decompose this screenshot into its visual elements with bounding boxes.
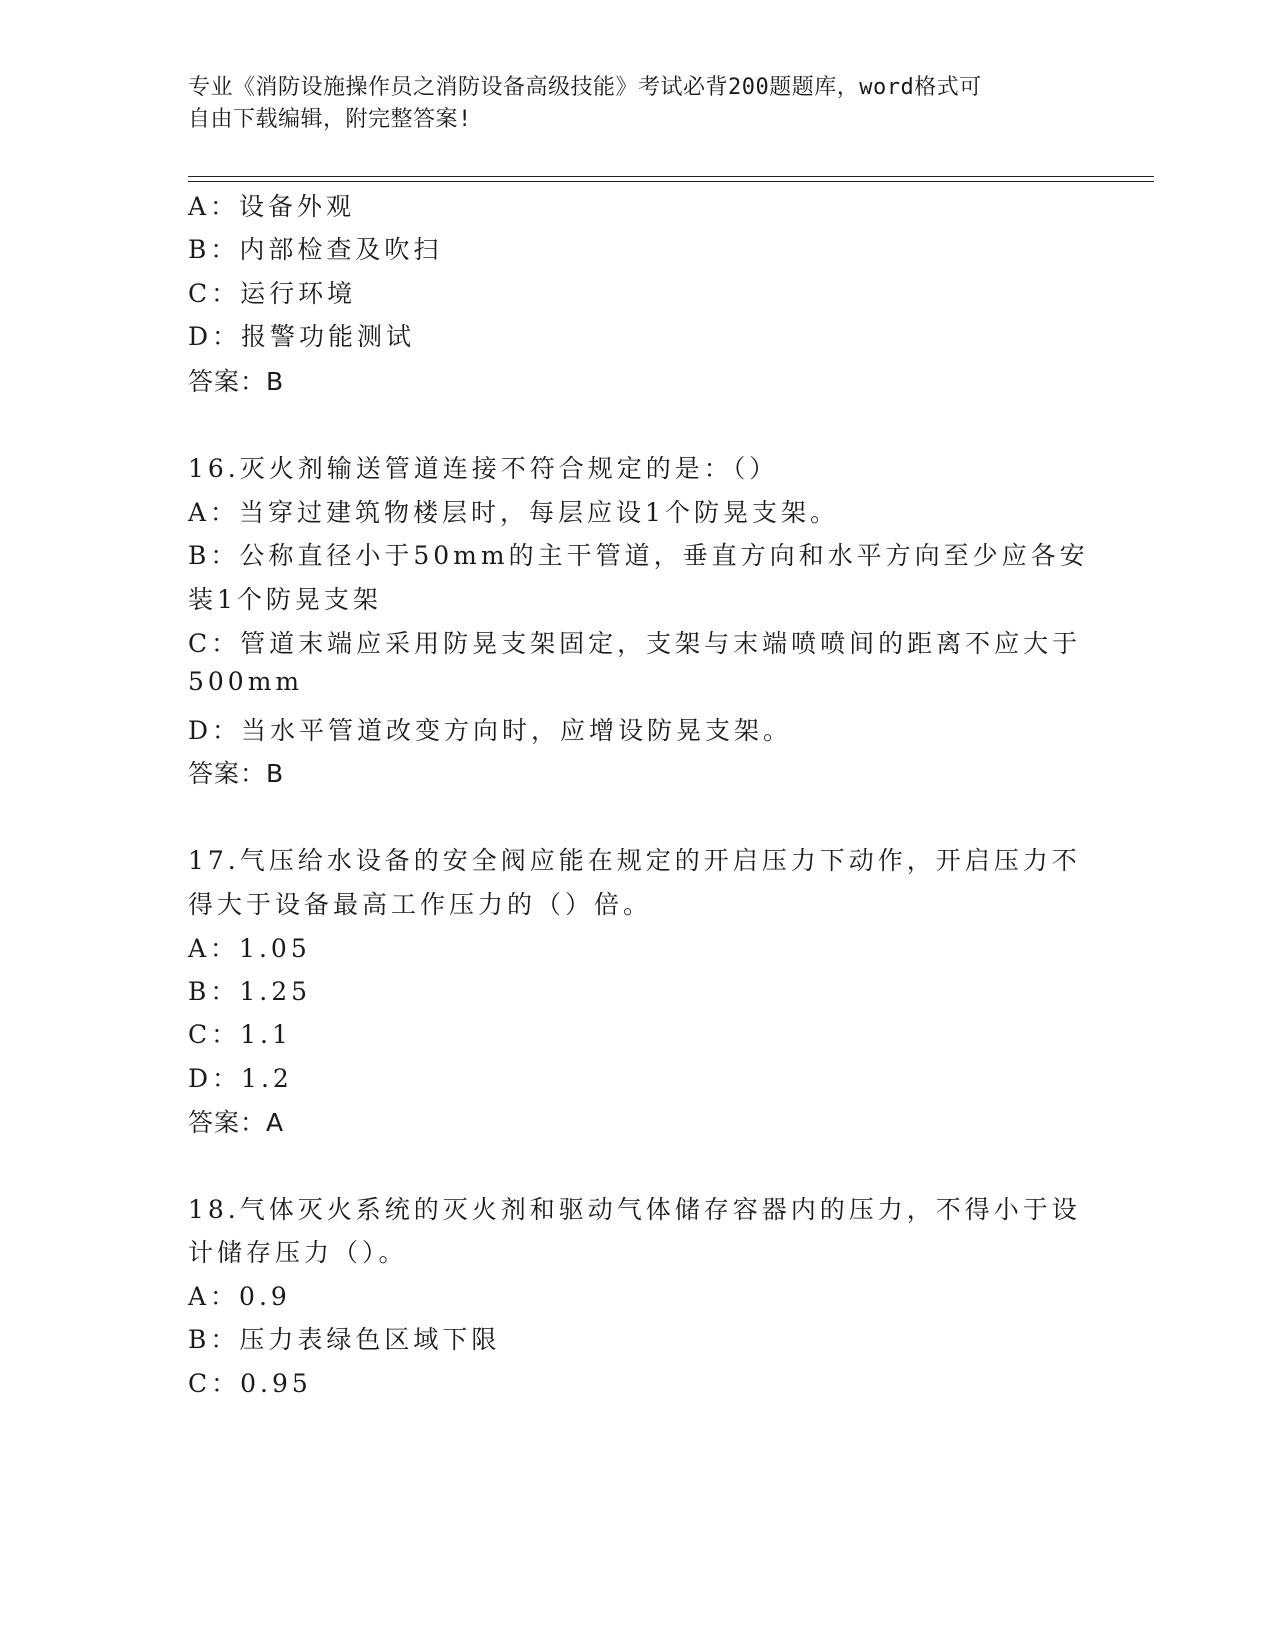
q16-option-b-line2: 装1个防晃支架 bbox=[188, 585, 382, 614]
q17-option-a: A：1.05 bbox=[188, 934, 311, 963]
q15-option-a: A：设备外观 bbox=[188, 192, 356, 221]
q18-option-b: B：压力表绿色区域下限 bbox=[188, 1325, 501, 1354]
q17-option-d: D：1.2 bbox=[188, 1064, 293, 1093]
header-rule-top bbox=[188, 176, 1154, 177]
q16-option-a: A：当穿过建筑物楼层时，每层应设1个防晃支架。 bbox=[188, 498, 839, 527]
q15-option-b: B：内部检查及吹扫 bbox=[188, 235, 443, 264]
q17-question-line2: 得大于设备最高工作压力的（）倍。 bbox=[188, 890, 653, 919]
q16-question-line1: 16.灭火剂输送管道连接不符合规定的是：（） bbox=[188, 454, 779, 483]
header-title-line2: 自由下载编辑，附完整答案! bbox=[188, 107, 472, 132]
q17-answer: 答案：A bbox=[188, 1108, 285, 1137]
header-rule-bottom bbox=[188, 181, 1154, 182]
q15-option-c: C：运行环境 bbox=[188, 279, 357, 308]
q16-option-b-line1: B：公称直径小于50mm的主干管道，垂直方向和水平方向至少应各安 bbox=[188, 541, 1089, 570]
q17-option-c: C：1.1 bbox=[188, 1020, 292, 1049]
header-title-line1: 专业《消防设施操作员之消防设备高级技能》考试必背200题题库，word格式可 bbox=[188, 75, 982, 100]
q17-question-line1: 17.气压给水设备的安全阀应能在规定的开启压力下动作，开启压力不 bbox=[188, 846, 1081, 875]
q17-option-b: B：1.25 bbox=[188, 977, 312, 1006]
q16-option-c-line2: 500mm bbox=[188, 667, 304, 696]
q16-option-c-line1: C：管道末端应采用防晃支架固定，支架与末端喷喷间的距离不应大于 bbox=[188, 629, 1082, 658]
document-header bbox=[188, 72, 1088, 136]
q16-option-d: D：当水平管道改变方向时，应增设防晃支架。 bbox=[188, 716, 793, 745]
q15-option-d: D：报警功能测试 bbox=[188, 322, 416, 351]
q18-option-a: A：0.9 bbox=[188, 1282, 291, 1311]
q15-answer: 答案：B bbox=[188, 367, 285, 396]
q18-question-line1: 18.气体灭火系统的灭火剂和驱动气体储存容器内的压力，不得小于设 bbox=[188, 1195, 1081, 1224]
q18-option-c: C：0.95 bbox=[188, 1369, 312, 1398]
q16-answer: 答案：B bbox=[188, 759, 285, 788]
q18-question-line2: 计储存压力（）。 bbox=[188, 1238, 408, 1267]
